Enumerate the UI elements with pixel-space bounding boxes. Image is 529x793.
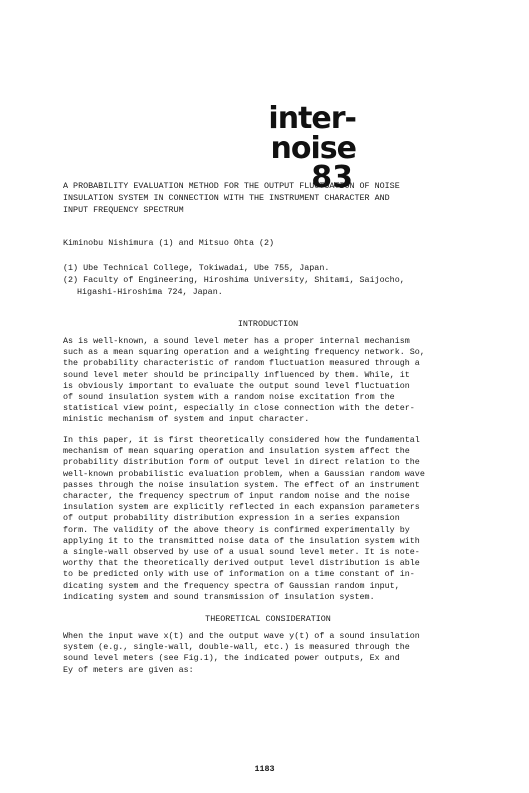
text-line: mechanism of mean squaring operation and insulation system affect the <box>63 446 410 457</box>
text-line: the probability characteristic of random fluctuation measured through a <box>63 358 420 369</box>
text-line: As is well-known, a sound level meter has a proper internal mechanism <box>63 336 410 346</box>
text-line: passes through the noise insulation system. The effect of an instrument <box>63 479 420 490</box>
text-line: When the input wave x(t) and the output wave y(t) of a sound insulation <box>63 631 420 641</box>
logo-year: 83 <box>311 160 353 195</box>
text-line: is obviously important to evaluate the output sound level fluctuation <box>63 380 410 391</box>
text-line: of output probability distribution expression in a series expansion <box>63 513 400 524</box>
text-line: sound level meters (see Fig.1), the indicated power outputs, Ex and <box>63 653 400 664</box>
page-number: 1183 <box>254 764 275 774</box>
affiliation-line: (2) Faculty of Engineering, Hiroshima University, Shitami, Saijocho, <box>63 275 405 285</box>
text-line: insulation system are explicitly reflected in each expansion parameters <box>63 502 420 513</box>
text-line: probability distribution form of output level in direct relation to the <box>63 457 420 468</box>
affiliation-line: (1) Ube Technical College, Tokiwadai, Ube 755, Japan. <box>63 263 330 273</box>
text-line: sound level meter should be principally influenced by them. While, it <box>63 369 410 380</box>
title-line: INSULATION SYSTEM IN CONNECTION WITH THE INSTRUMENT CHARACTER AND <box>63 193 390 203</box>
affiliation-line: Higashi-Hiroshima 724, Japan. <box>77 287 223 297</box>
text-line: Ey of meters are given as: <box>63 664 194 675</box>
text-line: dicating system and the frequency spectra of Gaussian random input, <box>63 580 400 591</box>
text-line: applying it to the transmitted noise data of the insulation system with <box>63 535 420 546</box>
text-line: to be predicted only with use of information on a time constant of in- <box>63 569 415 580</box>
title-line: INPUT FREQUENCY SPECTRUM <box>63 205 184 215</box>
text-line: indicating system and sound transmission of insulation system. <box>63 591 375 602</box>
affiliations <box>63 262 473 298</box>
text-line: ministic mechanism of system and input character. <box>63 414 310 425</box>
title-line: A PROBABILITY EVALUATION METHOD FOR THE OUTPUT FLUCTUATION OF NOISE <box>63 181 400 191</box>
intro-paragraph-2 <box>63 435 475 603</box>
theory-paragraph-1 <box>63 631 475 676</box>
text-line: a single-wall observed by use of a usual sound level meter. It is note- <box>63 547 420 558</box>
logo-name: inter-noise <box>268 101 356 166</box>
paper-title <box>63 180 473 216</box>
text-line: statistical view point, especially in close connection with the deter- <box>63 403 415 414</box>
text-line: worthy that the theoretically derived output level distribution is able <box>63 558 420 569</box>
section-heading-theory: THEORETICAL CONSIDERATION <box>205 614 331 624</box>
text-line: system (e.g., single-wall, double-wall, etc.) is measured through the <box>63 642 410 653</box>
text-line: well-known probabilistic evaluation problem, when a Gaussian random wave <box>63 468 425 479</box>
text-line: form. The validity of the above theory is confirmed experimentally by <box>63 524 410 535</box>
authors: Kiminobu Nishimura (1) and Mitsuo Ohta (2) <box>63 238 275 248</box>
text-line: such as a mean squaring operation and a weighting frequency network. So, <box>63 347 425 358</box>
text-line: In this paper, it is first theoretically considered how the fundamental <box>63 435 420 445</box>
text-line: character, the frequency spectrum of input random noise and the noise <box>63 491 410 502</box>
section-heading-introduction: INTRODUCTION <box>237 319 299 329</box>
text-line: of sound insulation system with a random noise excitation from the <box>63 392 395 403</box>
conference-logo <box>196 101 356 195</box>
intro-paragraph-1 <box>63 336 475 426</box>
